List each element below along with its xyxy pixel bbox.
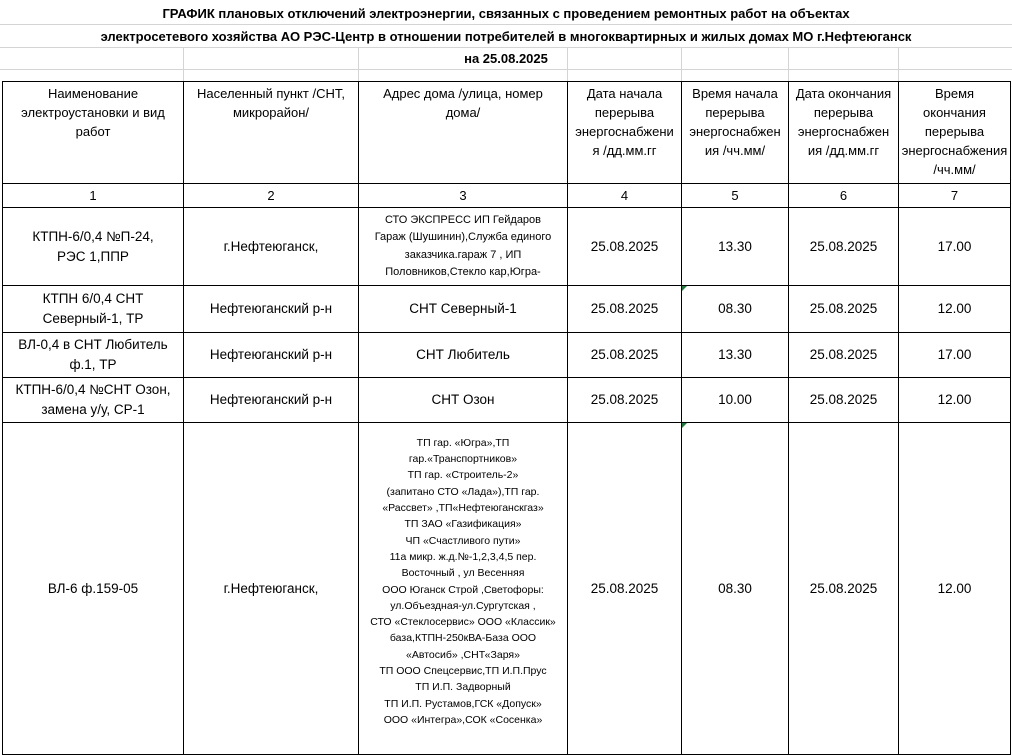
end-date-cell: 25.08.2025 — [809, 347, 878, 362]
column-header-line: энергоснабжени — [575, 124, 674, 139]
sheet-gridline — [0, 47, 1012, 48]
table-border — [1010, 81, 1011, 754]
address-line: база,КТПН-250кВА-База ООО — [389, 632, 537, 645]
address-line: ТП ЗАО «Газификация» — [404, 518, 522, 531]
start-date-cell: 25.08.2025 — [590, 580, 659, 596]
column-header-line: перерыва — [594, 105, 655, 120]
locality-cell: Нефтеюганский р-н — [209, 392, 333, 407]
address-line: ул.Объездная-ул.Сургутская , — [390, 599, 536, 612]
column-header-2 — [184, 82, 358, 183]
end-date-cell: 25.08.2025 — [809, 238, 878, 254]
installation-cell — [3, 286, 183, 332]
column-number: 3 — [459, 188, 467, 203]
installation-line: КТПН-6/0,4 №СНТ Озон, — [15, 382, 171, 397]
column-header-line: электроустановки и вид — [21, 105, 165, 120]
address-line: заказчика.гараж 7 , ИП — [404, 248, 522, 261]
sheet-gridline — [567, 47, 568, 81]
column-header-line: дома/ — [445, 105, 481, 120]
title-line-3: на 25.08.2025 — [464, 50, 548, 66]
end-time-cell: 17.00 — [937, 238, 972, 254]
locality-cell: Нефтеюганский р-н — [209, 301, 333, 316]
column-header-line: Дата начала — [586, 86, 663, 101]
start-time-cell: 08.30 — [718, 301, 752, 316]
start-date-cell: 25.08.2025 — [590, 238, 659, 254]
column-header-4 — [568, 82, 681, 183]
end-time-cell: 12.00 — [937, 580, 972, 596]
address-cell — [359, 333, 567, 377]
column-header-line: перерыва — [924, 124, 985, 139]
start-time-cell: 13.30 — [718, 347, 752, 362]
title-line-2: электросетевого хозяйства АО РЭС-Центр в отношении потребителей в многоквартирных и жилых домах МО г.Нефтеюганск — [100, 28, 912, 44]
column-header-line: Дата окончания — [795, 86, 892, 101]
installation-line: КТПН 6/0,4 СНТ — [42, 291, 144, 306]
end-time-cell: 17.00 — [937, 347, 972, 362]
column-header-1 — [3, 82, 183, 183]
cell-error-indicator-icon[interactable] — [682, 286, 687, 291]
locality-cell: Нефтеюганский р-н — [209, 347, 333, 362]
column-number: 1 — [89, 188, 97, 203]
end-time-cell: 12.00 — [937, 392, 972, 407]
address-line: ООО Юганск Строй ,Светофоры: — [382, 583, 544, 596]
cell-error-indicator-icon[interactable] — [682, 423, 687, 428]
column-header-line: /чч.мм/ — [933, 162, 976, 177]
address-line: Гараж (Шушинин),Служба единого — [374, 231, 552, 244]
column-header-line: микрорайон/ — [232, 105, 310, 120]
start-time-cell: 13.30 — [718, 238, 752, 254]
address-line: гар.«Транспортников» — [408, 453, 518, 466]
column-header-line: перерыва — [813, 105, 874, 120]
address-cell — [359, 423, 567, 754]
end-date-cell: 25.08.2025 — [809, 580, 878, 596]
column-header-line: Населенный пункт /СНТ, — [197, 86, 345, 101]
column-header-line: я /дд.мм.гг — [592, 143, 657, 158]
address-line: СНТ Северный-1 — [409, 301, 517, 316]
sheet-gridline — [788, 47, 789, 81]
sheet-gridline — [681, 47, 682, 81]
address-line: ТП гар. «Строитель-2» — [407, 469, 519, 482]
column-header-line: окончания — [923, 105, 986, 120]
address-line: СТО ЭКСПРЕСС ИП Гейдаров — [384, 213, 542, 226]
address-line: СТО «Стеклосервис» ООО «Классик» — [370, 616, 556, 629]
address-line: ТП И.П. Рустамов,ГСК «Допуск» — [384, 697, 542, 710]
address-line: СНТ Любитель — [416, 347, 510, 362]
start-date-cell: 25.08.2025 — [590, 392, 659, 407]
title-line-1: ГРАФИК плановых отключений электроэнергии, связанных с проведением ремонтных работ на объектах — [162, 5, 850, 21]
address-line: «Рассвет» ,ТП«Нефтеюганскгаз» — [382, 502, 544, 515]
start-time-cell: 08.30 — [718, 580, 752, 596]
column-header-line: перерыва — [705, 105, 765, 120]
installation-line: замена у/у, СР-1 — [41, 402, 145, 417]
address-cell — [359, 286, 567, 332]
end-date-cell: 25.08.2025 — [809, 301, 878, 316]
start-time-cell: 10.00 — [718, 392, 752, 407]
column-header-3 — [359, 82, 567, 183]
address-line: 11а микр. ж.д.№-1,2,3,4,5 пер. — [389, 550, 537, 563]
start-date-cell: 25.08.2025 — [590, 347, 659, 362]
column-number: 6 — [839, 188, 848, 203]
column-header-line: Время начала — [692, 86, 778, 101]
column-header-line: Адрес дома /улица, номер — [383, 86, 543, 101]
column-header-line: работ — [75, 124, 111, 139]
address-line: Половников,Стекло кар,Югра- — [385, 265, 541, 278]
address-line: «Автосиб» ,СНТ«Заря» — [406, 648, 520, 661]
address-line: ТП ООО Спецсервис,ТП И.П.Прус — [379, 664, 547, 677]
address-line: ТП И.П. Задворный — [415, 681, 511, 694]
column-header-5 — [682, 82, 788, 183]
address-line: ЧП «Счастливого пути» — [405, 534, 521, 547]
end-time-cell: 12.00 — [937, 301, 972, 316]
installation-line: ф.1, ТР — [69, 357, 117, 372]
column-header-line: ия /дд.мм.гг — [807, 143, 880, 158]
installation-line: КТПН-6/0,4 №П-24, — [32, 228, 154, 244]
column-header-line: энергоснабжен — [689, 124, 781, 139]
locality-cell: г.Нефтеюганск, — [223, 238, 319, 254]
installation-line: ВЛ-6 ф.159-05 — [47, 580, 139, 596]
column-header-line: Время — [934, 86, 975, 101]
column-number: 2 — [267, 188, 275, 203]
address-cell — [359, 378, 567, 422]
installation-cell — [3, 208, 183, 285]
installation-cell — [3, 378, 183, 422]
column-header-line: Наименование — [47, 86, 139, 101]
column-header-7 — [899, 82, 1010, 183]
end-date-cell: 25.08.2025 — [809, 392, 878, 407]
locality-cell: г.Нефтеюганск, — [223, 580, 319, 596]
address-line: СНТ Озон — [431, 392, 495, 407]
address-line: Восточный , ул Весенняя — [401, 567, 525, 580]
column-number: 7 — [950, 188, 959, 203]
sheet-gridline — [358, 47, 359, 81]
start-date-cell: 25.08.2025 — [590, 301, 659, 316]
sheet-gridline — [183, 47, 184, 81]
column-header-line: энергоснабжения — [901, 143, 1008, 158]
installation-line: Северный-1, ТР — [42, 311, 144, 326]
installation-line: РЭС 1,ППР — [57, 248, 129, 264]
address-cell — [359, 208, 567, 285]
sheet-gridline — [898, 47, 899, 81]
address-line: ООО «Интегра»,СОК «Сосенка» — [383, 713, 543, 726]
column-header-line: энергоснабжен — [797, 124, 890, 139]
sheet-gridline — [0, 69, 1012, 70]
installation-cell — [3, 333, 183, 377]
address-line: ТП гар. «Югра»,ТП — [416, 436, 510, 449]
column-number: 4 — [620, 188, 629, 203]
installation-line: ВЛ-0,4 в СНТ Любитель — [18, 337, 168, 352]
installation-cell — [3, 423, 183, 754]
address-line: (запитано СТО «Лада»),ТП гар. — [386, 485, 540, 498]
column-header-6 — [789, 82, 898, 183]
column-number: 5 — [731, 188, 739, 203]
column-header-line: ия /чч.мм/ — [704, 143, 766, 158]
sheet-gridline — [0, 24, 1012, 25]
